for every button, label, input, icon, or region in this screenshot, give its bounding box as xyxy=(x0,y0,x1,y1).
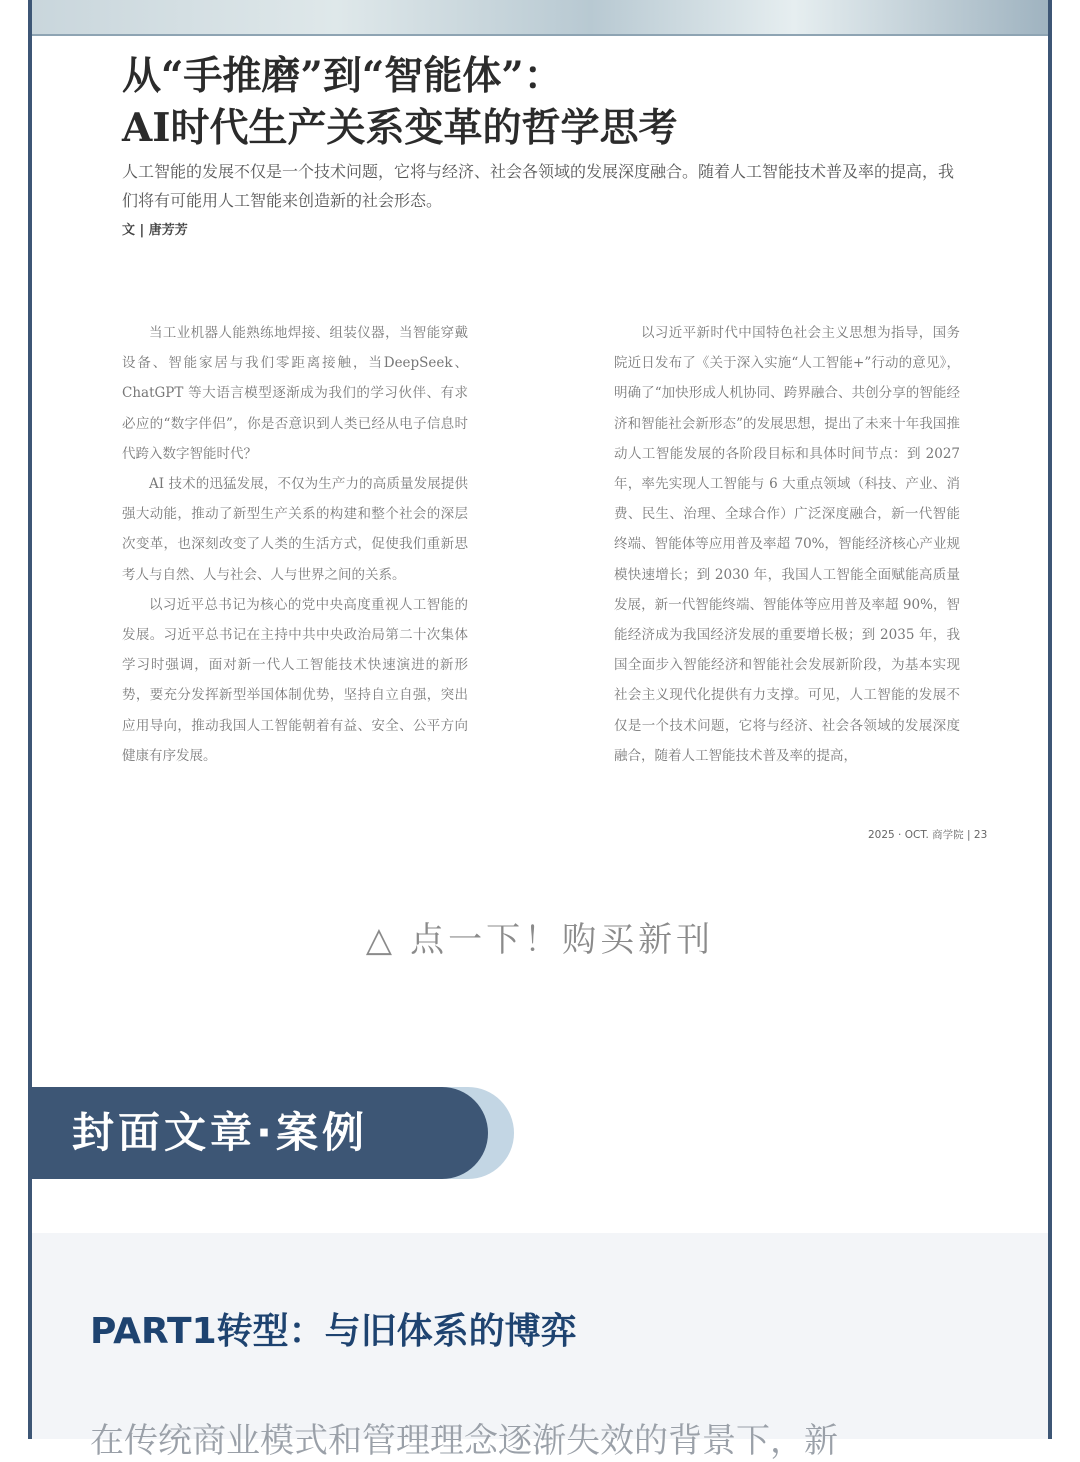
buy-prompt-label: 点一下！购买新刊 xyxy=(410,920,715,960)
magazine-left-column xyxy=(122,318,468,771)
magazine-paragraph: AI 技术的迅猛发展，不仅为生产力的高质量发展提供强大动能，推动了新型生产关系的构建和整个社会的深层次变革，也深刻改变了人类的生活方式，促使我们重新思考人与自然、人与社会、人与世界之间的关系。 xyxy=(122,476,468,583)
magazine-title-line1: 从“手推磨”到“智能体”： xyxy=(122,53,563,99)
section-tag: 封面文章·案例 xyxy=(32,1087,488,1179)
magazine-lead: 人工智能的发展不仅是一个技术问题，它将与经济、社会各领域的发展深度融合。随着人工智能技术普及率的提高，我们将有可能用人工智能来创造新的社会形态。 xyxy=(122,162,955,210)
magazine-page-image xyxy=(32,0,1048,885)
magazine-page-footer: 2025 · OCT. 商学院 | 23 xyxy=(868,829,988,841)
magazine-paragraph: 当工业机器人能熟练地焊接、组装仪器，当智能穿戴设备、智能家居与我们零距离接触，当DeepSeek、ChatGPT 等大语言模型逐渐成为我们的学习伙伴、有求必应的“数字伴侣”，你是否意识到人类已经从电子信息时代跨入数字智能时代？ xyxy=(122,325,468,462)
buy-new-issue-link[interactable] xyxy=(0,912,1080,961)
magazine-right-column xyxy=(614,318,960,771)
magazine-paragraph: 以习近平新时代中国特色社会主义思想为指导，国务院近日发布了《关于深入实施“人工智能+”行动的意见》，明确了“加快形成人机协同、跨界融合、共创分享的智能经济和智能社会新形态”的发展思想，提出了未来十年我国推动人工智能发展的各阶段目标和具体时间节点：到 2027 年，率先实现人工智能与 6 大重点领域（科技、产业、消费、民生、治理、全球合作）广泛深度融合，新一代智能终端、智能体等应用普及率超 70%，智能经济核心产业规模快速增长；到 2030 年，我国人工智能全面赋能高质量发展，新一代智能终端、智能体等应用普及率超 90%，智能经济成为我国经济发展的重要增长极；到 2035 年，我国全面步入智能经济和智能社会发展新阶段，为基本实现社会主义现代化提供有力支撑。可见，人工智能的发展不仅是一个技术问题，它将与经济、社会各领域的发展深度融合，随着人工智能技术普及率的提高， xyxy=(614,325,960,764)
magazine-byline: 文 | 唐芳芳 xyxy=(122,223,188,238)
magazine-paragraph: 以习近平总书记为核心的党中央高度重视人工智能的发展。习近平总书记在主持中共中央政治局第二十次集体学习时强调，面对新一代人工智能技术快速演进的新形势，要充分发挥新型举国体制优势，坚持自立自强，突出应用导向，推动我国人工智能朝着有益、安全、公平方向健康有序发展。 xyxy=(122,596,468,764)
part-title: PART1转型：与旧体系的博弈 xyxy=(90,1311,577,1352)
triangle-outline-icon: △ xyxy=(365,920,397,960)
magazine-title-line2: AI时代生产关系变革的哲学思考 xyxy=(122,105,678,151)
article-card xyxy=(32,1233,1048,1461)
magazine-banner xyxy=(32,0,1048,36)
article-body-text: 在传统商业模式和管理理念逐渐失效的背景下，新 xyxy=(90,1421,838,1461)
right-frame-line xyxy=(1048,0,1052,1439)
